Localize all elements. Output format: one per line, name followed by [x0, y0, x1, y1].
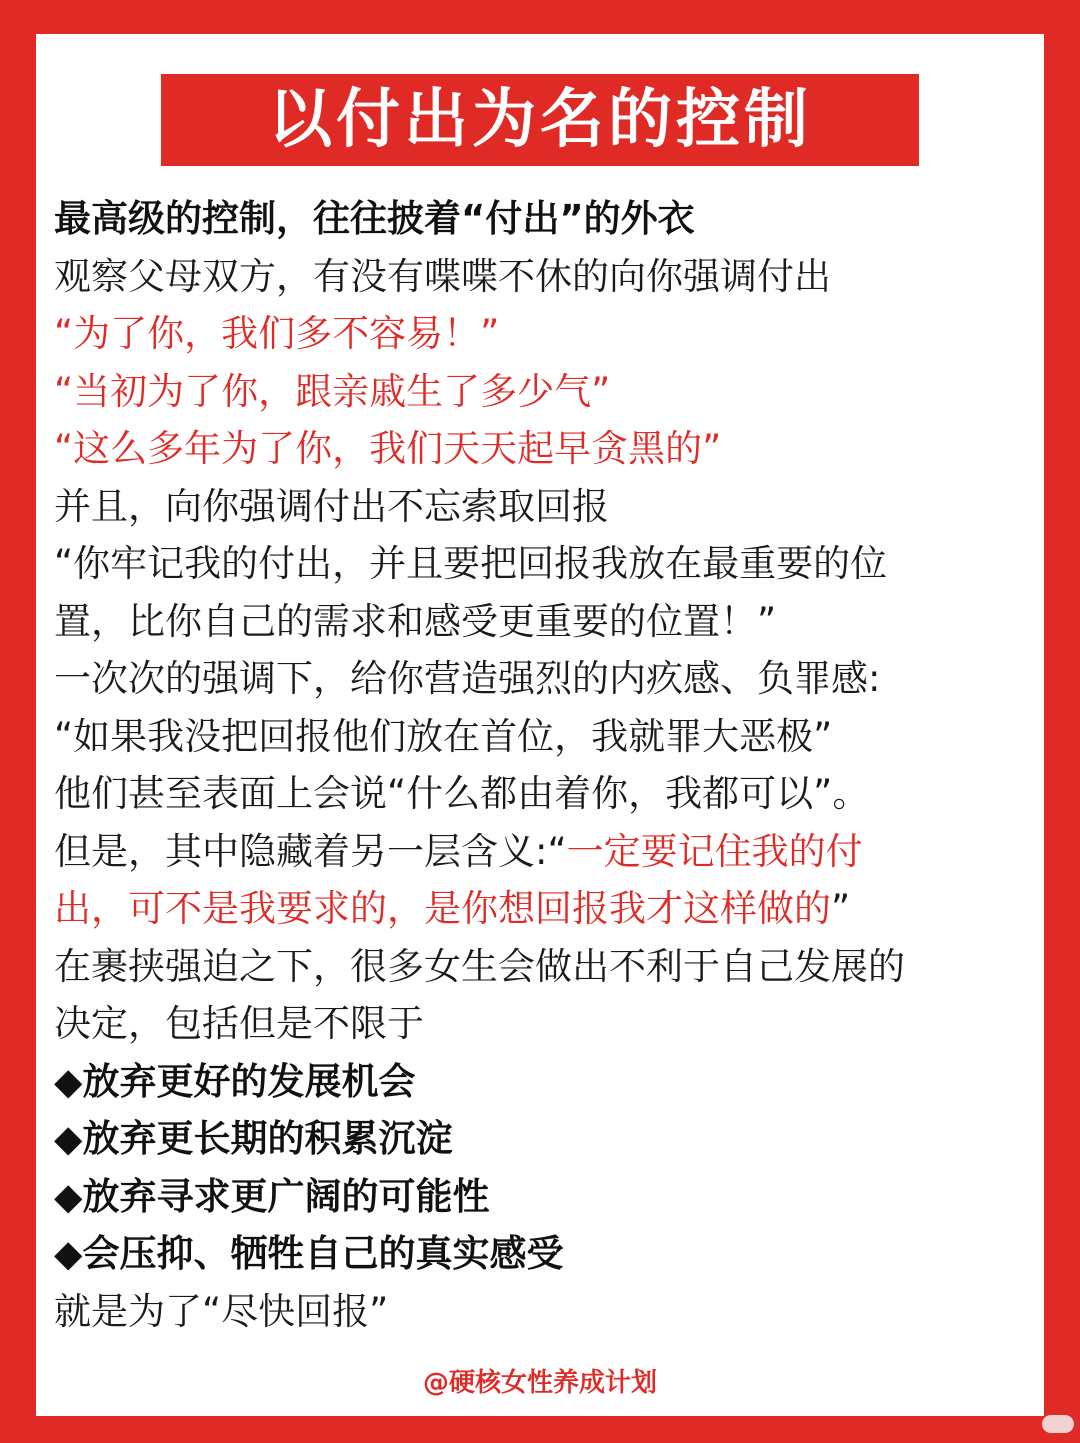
headline: 最高级的控制，往往披着“付出”的外衣 — [54, 197, 695, 240]
text-line: 观察父母双方，有没有喋喋不休的向你强调付出 — [54, 254, 831, 298]
bullet-item: ◆放弃更好的发展机会 — [54, 1059, 416, 1103]
bullet-item: ◆放弃寻求更广阔的可能性 — [54, 1174, 490, 1218]
text-line: 一次次的强调下，给你营造强烈的内疚感、负罪感: — [54, 657, 881, 700]
text-line: “如果我没把回报他们放在首位，我就罪大恶极” — [54, 714, 833, 758]
text-line: 就是为了“尽快回报” — [54, 1289, 389, 1333]
content-card — [36, 34, 1044, 1416]
bullet-item: ◆会压抑、牺牲自己的真实感受 — [54, 1232, 564, 1275]
line-suffix: ” — [831, 887, 851, 930]
mixed-line — [54, 823, 1034, 881]
quote-line: “当初为了你，跟亲戚生了多少气” — [54, 369, 611, 413]
text-line: 他们甚至表面上会说“什么都由着你，我都可以”。 — [54, 772, 870, 815]
line-prefix: 但是，其中隐藏着另一层含义:“ — [54, 829, 567, 873]
bullet-item: ◆放弃更长期的积累沉淀 — [54, 1117, 453, 1160]
highlight-text: 出，可不是我要求的，是你想回报我才这样做的 — [54, 887, 831, 930]
mixed-line — [54, 880, 1034, 938]
article-body — [54, 190, 1034, 1340]
author-handle: @硬核女性养成计划 — [422, 1368, 657, 1398]
quote-line: “这么多年为了你，我们天天起早贪黑的” — [54, 427, 722, 470]
highlight-text: 一定要记住我的付 — [566, 829, 863, 873]
title-banner — [161, 74, 919, 166]
page-title: 以付出为名的控制 — [268, 83, 812, 157]
text-line: 决定，包括但是不限于 — [54, 1002, 424, 1045]
text-line: 置，比你自己的需求和感受更重要的位置！” — [54, 599, 777, 643]
text-line: 在裹挟强迫之下，很多女生会做出不利于自己发展的 — [54, 944, 905, 988]
quote-line: “为了你，我们多不容易！” — [54, 312, 500, 355]
text-line: “你牢记我的付出，并且要把回报我放在最重要的位 — [54, 542, 888, 585]
watermark-logo — [1042, 1415, 1074, 1433]
text-line: 并且，向你强调付出不忘索取回报 — [54, 484, 609, 528]
